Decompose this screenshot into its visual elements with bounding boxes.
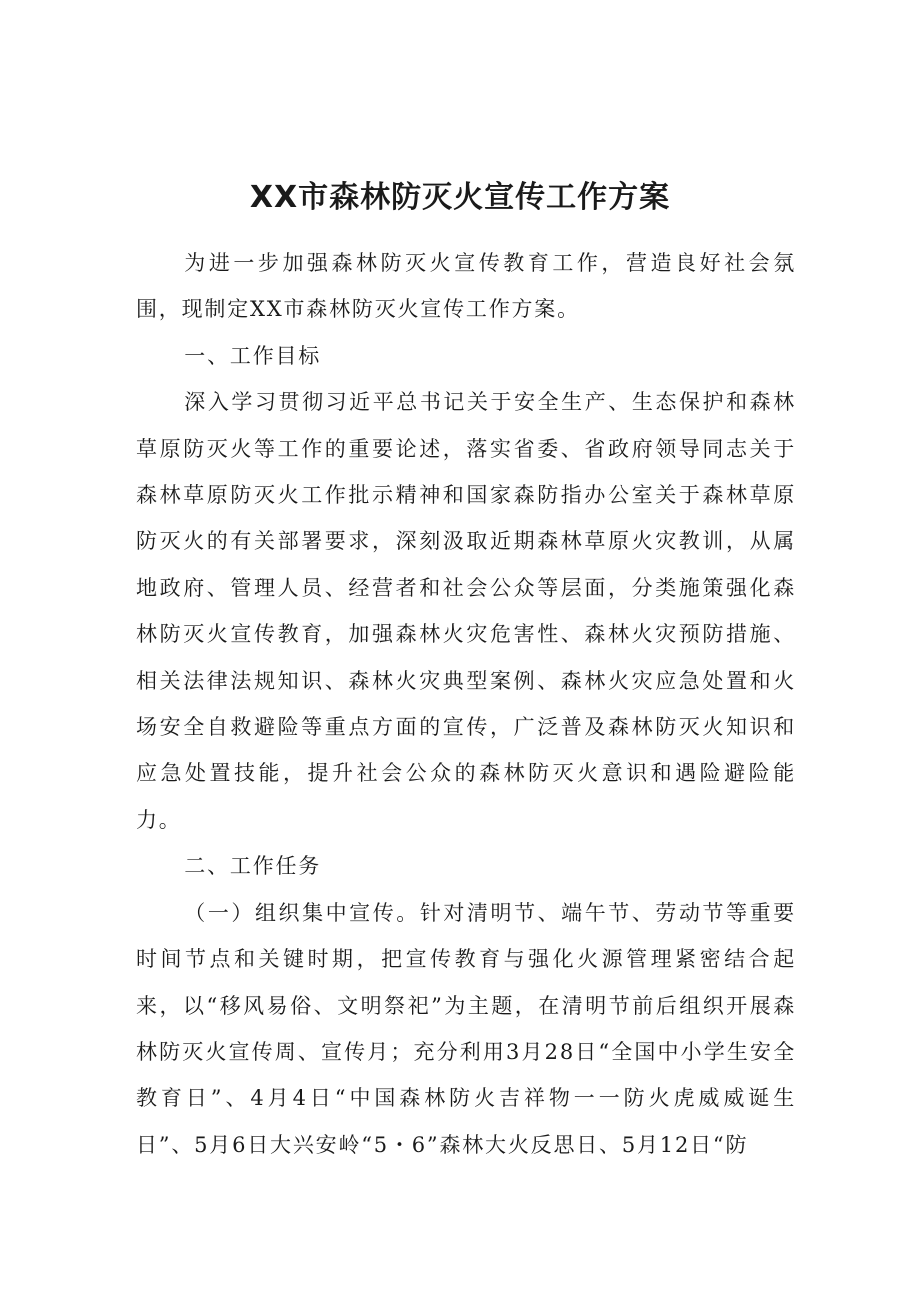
section-heading-tasks: 二、工作任务 xyxy=(184,854,322,879)
document-title: XX市森林防灭火宣传工作方案 xyxy=(249,180,671,215)
section-heading-goals: 一、工作目标 xyxy=(184,343,322,368)
tasks-paragraph: （一）组织集中宣传。针对清明节、端午节、劳动节等重要时间节点和关键时期，把宣传教育与强化火源管理紧密结合起来，以“移风易俗、文明祭祀”为主题，在清明节前后组织开展森林防灭火宣传周、宣传月；充分利用3月28日“全国中小学生安全教育日”、4月4日“中国森林防火吉祥物一一防火虎威威诞生日”、5月6日大兴安岭“5・6”森林大火反思日、5月12日“防 xyxy=(136,900,796,1157)
goals-paragraph: 深入学习贯彻习近平总书记关于安全生产、生态保护和森林草原防灭火等工作的重要论述，落实省委、省政府领导同志关于森林草原防灭火工作批示精神和国家森防指办公室关于森林草原防灭火的有关部署要求，深刻汲取近期森林草原火灾教训，从属地政府、管理人员、经营者和社会公众等层面，分类施策强化森林防灭火宣传教育，加强森林火灾危害性、森林火灾预防措施、相关法律法规知识、森林火灾典型案例、森林火灾应急处置和火场安全自救避险等重点方面的宣传，广泛普及森林防灭火知识和应急处置技能，提升社会公众的森林防灭火意识和遇险避险能力。 xyxy=(136,390,796,832)
intro-paragraph: 为进一步加强森林防灭火宣传教育工作，营造良好社会氛围，现制定XX市森林防灭火宣传工作方案。 xyxy=(136,251,796,322)
document-body xyxy=(136,240,796,1168)
